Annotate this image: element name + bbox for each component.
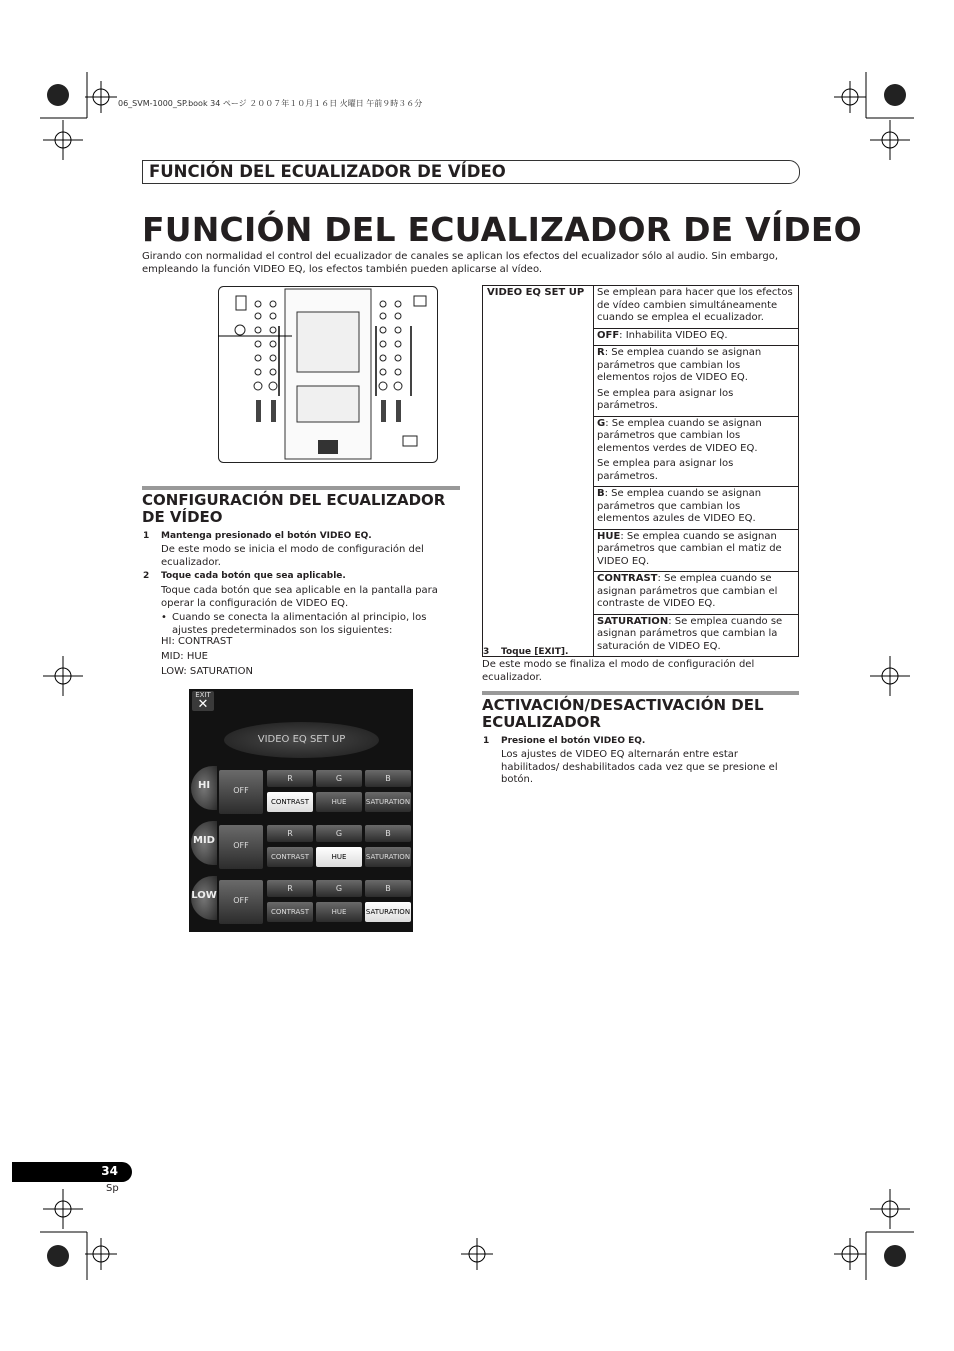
step-text: Toque cada botón que sea aplicable en la pantalla para operar la configuración de VIDEO EQ. — [161, 585, 438, 609]
contrast-button-label: CONTRAST — [271, 853, 309, 861]
saturation-button[interactable] — [365, 792, 411, 812]
definition: : Inhabilita VIDEO EQ. — [619, 329, 728, 341]
hue-button-label: HUE — [331, 853, 347, 861]
b-button-label: B — [385, 774, 391, 783]
table-cell — [594, 572, 799, 615]
off-button[interactable] — [219, 880, 263, 924]
step-text: De este modo se inicia el modo de configuración del ecualizador. — [161, 544, 424, 568]
contrast-button[interactable] — [267, 902, 313, 922]
table-cell — [594, 328, 799, 346]
exit-button[interactable] — [192, 691, 214, 711]
g-button-label: G — [335, 774, 343, 783]
definition: : Se emplea cuando se asignan parámetros que cambian los elementos verdes de VIDEO EQ. — [597, 417, 762, 454]
definition: : Se emplea cuando se asignan parámetros que cambian el contraste de VIDEO EQ. — [597, 573, 778, 609]
g-button[interactable] — [316, 825, 362, 842]
section-header — [142, 160, 800, 184]
bullet-text: Cuando se conecta la alimentación al principio, los ajustes predeterminados son los siguientes: — [172, 612, 427, 636]
r-button[interactable] — [267, 880, 313, 897]
g-button-label: G — [335, 829, 343, 838]
off-button-label: OFF — [233, 841, 249, 850]
off-button[interactable] — [219, 825, 263, 869]
off-button[interactable] — [219, 770, 263, 814]
saturation-button[interactable] — [365, 902, 411, 922]
step-number: 3 — [483, 647, 490, 657]
b-button[interactable] — [365, 825, 411, 842]
screen-title: VIDEO EQ SET UP — [257, 734, 346, 745]
hue-button[interactable] — [316, 902, 362, 922]
table-cell — [594, 529, 799, 572]
g-button[interactable] — [316, 880, 362, 897]
band-low — [191, 876, 217, 920]
r-button-label: R — [287, 884, 293, 893]
r-button[interactable] — [267, 770, 313, 787]
definition: : Se emplea cuando se asignan parámetros que cambian los elementos rojos de VIDEO EQ. — [597, 347, 762, 383]
page-number: 34 — [101, 1164, 118, 1178]
mixer-illustration — [218, 286, 438, 463]
hue-button-label: HUE — [331, 798, 347, 806]
g-button-label: G — [335, 884, 343, 893]
b-button-label: B — [385, 829, 391, 838]
table-cell — [594, 487, 799, 530]
hue-button-label: HUE — [331, 908, 347, 916]
b-button[interactable] — [365, 880, 411, 897]
r-button-label: R — [287, 829, 293, 838]
table-cell: Se emplean para hacer que los efectos de vídeo cambien simultáneamente cuando se emplea el ecualizador. — [594, 286, 799, 329]
step-title: Toque cada botón que sea aplicable. — [161, 571, 346, 581]
language-code: Sp — [106, 1183, 119, 1194]
step-title: Presione el botón VIDEO EQ. — [501, 736, 646, 746]
hue-button[interactable] — [316, 792, 362, 812]
close-icon: ✕ — [197, 697, 209, 712]
b-button-label: B — [385, 884, 391, 893]
intro-paragraph: Girando con normalidad el control del ecualizador de canales se aplican los efectos del ecualizador sólo al audio. Sin embargo, empleando la función VIDEO EQ, los efectos también pueden aplicarse al vídeo. — [142, 251, 778, 275]
contrast-button[interactable] — [267, 792, 313, 812]
bullet-marker: • — [161, 612, 167, 623]
hue-button[interactable] — [316, 847, 362, 867]
table-cell — [594, 346, 799, 417]
definition-note: Se emplea para asignar los parámetros. — [597, 387, 734, 411]
exit-label: EXIT — [195, 691, 211, 699]
video-eq-table — [482, 285, 799, 657]
off-button-label: OFF — [233, 896, 249, 905]
contrast-button-label: CONTRAST — [271, 908, 309, 916]
saturation-button-label: SATURATION — [365, 853, 411, 861]
table-cell — [594, 416, 799, 487]
saturation-button[interactable] — [365, 847, 411, 867]
video-eq-screen — [189, 689, 413, 932]
term: B — [597, 488, 605, 499]
activation-heading: ACTIVACIÓN/DESACTIVACIÓN DEL ECUALIZADOR — [482, 696, 764, 731]
definition-note: Se emplea para asignar los parámetros. — [597, 458, 734, 482]
table-cell — [594, 614, 799, 657]
page-title: FUNCIÓN DEL ECUALIZADOR DE VÍDEO — [142, 210, 862, 249]
default-hi: HI: CONTRAST — [161, 636, 233, 647]
r-button[interactable] — [267, 825, 313, 842]
print-header: 06_SVM-1000_SP.book 34 ページ ２００７年１０月１６日 火曜日 午前９時３６分 — [118, 99, 423, 108]
definition: : Se emplea cuando se asignan parámetros que cambian el matiz de VIDEO EQ. — [597, 530, 782, 567]
default-mid: MID: HUE — [161, 651, 208, 662]
contrast-button[interactable] — [267, 847, 313, 867]
section-rule — [142, 486, 460, 490]
band-mid-label: MID — [193, 835, 215, 846]
off-button-label: OFF — [233, 786, 249, 795]
section-rule — [482, 691, 799, 695]
step-text: De este modo se finaliza el modo de configuración del ecualizador. — [482, 659, 755, 683]
definition: : Se emplea cuando se asignan parámetros que cambian la saturación de VIDEO EQ. — [597, 615, 783, 652]
band-hi — [191, 766, 217, 810]
term: R — [597, 347, 605, 358]
band-hi-label: HI — [197, 780, 211, 791]
step-number: 2 — [143, 571, 150, 581]
table-head-cell: VIDEO EQ SET UP — [483, 286, 594, 657]
r-button-label: R — [287, 774, 293, 783]
config-heading: CONFIGURACIÓN DEL ECUALIZADOR DE VÍDEO — [142, 491, 446, 526]
page-number-tab — [12, 1162, 132, 1182]
term: G — [597, 417, 606, 429]
term: CONTRAST — [597, 573, 658, 584]
step-number: 1 — [143, 531, 150, 541]
band-low-label: LOW — [191, 890, 217, 901]
step-title: Mantenga presionado el botón VIDEO EQ. — [161, 531, 372, 541]
saturation-button-label: SATURATION — [365, 798, 411, 806]
term: SATURATION — [597, 615, 669, 627]
step-title: Toque [EXIT]. — [501, 647, 569, 657]
section-title: FUNCIÓN DEL ECUALIZADOR DE VÍDEO — [149, 162, 506, 181]
band-mid — [191, 821, 217, 865]
term: OFF — [597, 329, 620, 341]
step-number: 1 — [483, 736, 490, 746]
contrast-button-label: CONTRAST — [271, 798, 309, 806]
b-button[interactable] — [365, 770, 411, 787]
step-text: Los ajustes de VIDEO EQ alternarán entre estar habilitados/ deshabilitados cada vez que se presione el botón. — [501, 749, 778, 785]
saturation-button-label: SATURATION — [365, 908, 411, 916]
g-button[interactable] — [316, 770, 362, 787]
term: HUE — [597, 530, 621, 542]
definition: : Se emplea cuando se asignan parámetros que cambian los elementos azules de VIDEO EQ. — [597, 488, 762, 524]
default-low: LOW: SATURATION — [161, 666, 253, 677]
